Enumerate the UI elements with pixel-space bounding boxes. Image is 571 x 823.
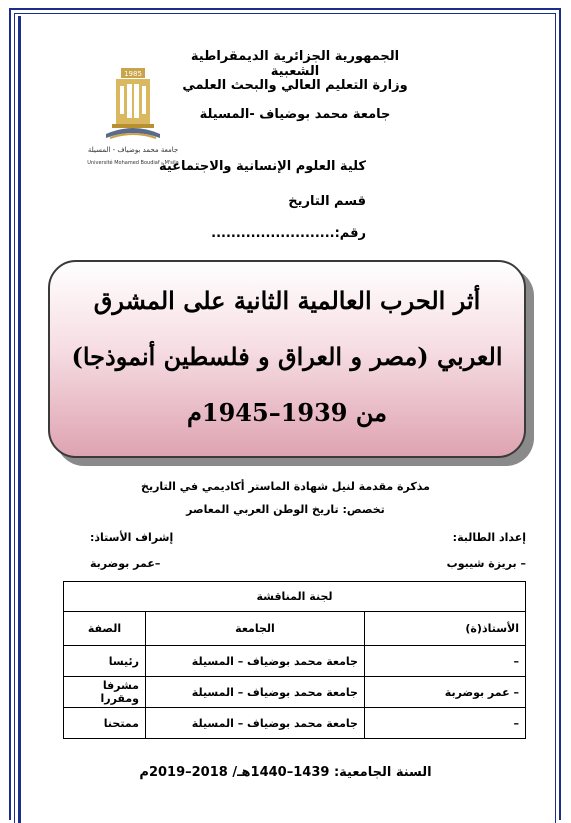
student-name: – بريزة شيبوب — [446, 557, 526, 570]
page-border-left — [18, 16, 21, 823]
row-role: رئيسا — [64, 646, 146, 677]
committee-table — [63, 581, 526, 739]
thesis-note: مذكرة مقدمة لنيل شهادة الماستر أكاديمي في التاريخ — [141, 480, 430, 493]
row-professor: – — [365, 646, 526, 677]
header-university: الجامعة — [146, 612, 365, 646]
table-row — [64, 646, 526, 677]
ministry-name: وزارة التعليم العالي والبحث العلمي — [182, 78, 408, 93]
university-logo — [87, 64, 179, 174]
faculty-name: كلية العلوم الإنسانية والاجتماعية — [158, 159, 366, 174]
table-row — [64, 708, 526, 739]
university-name: جامعة محمد بوضياف -المسيلة — [199, 107, 391, 122]
prepared-by-label: إعداد الطالبة: — [452, 531, 526, 544]
committee-title: لجنة المناقشة — [64, 582, 526, 612]
logo-name-fr: Université Mohamed Boudiaf - M'sila — [87, 160, 179, 166]
row-role: ممتحنا — [64, 708, 146, 739]
thesis-title-line-1: أثر الحرب العالمية الثانية على المشرق — [93, 286, 481, 315]
row-university: جامعة محمد بوضياف – المسيلة — [146, 677, 365, 708]
row-university: جامعة محمد بوضياف – المسيلة — [146, 708, 365, 739]
document-number: رقم:......................... — [211, 226, 366, 241]
row-professor: – — [365, 708, 526, 739]
republic-name: الجمهورية الجزائرية الديمقراطية الشعبية — [190, 49, 400, 79]
logo-year: 1985 — [124, 70, 142, 78]
header-role: الصفة — [64, 612, 146, 646]
row-professor: – عمر بوضربة — [365, 677, 526, 708]
specialty: تخصص: تاريخ الوطن العربي المعاصر — [186, 503, 385, 516]
logo-name-ar: جامعة محمد بوضياف - المسيلة — [87, 146, 179, 154]
row-role: مشرفا ومقررا — [64, 677, 146, 708]
department-name: قسم التاريخ — [288, 194, 366, 209]
header-professor: الأستاذ(ة) — [365, 612, 526, 646]
table-row — [64, 677, 526, 708]
supervisor-label: إشراف الأستاذ: — [90, 531, 174, 544]
supervisor-name: –عمر بوضربة — [90, 557, 161, 570]
thesis-title-box — [48, 260, 526, 458]
academic-year: السنة الجامعية: 1439–1440هـ/ 2018–2019م — [139, 765, 432, 780]
row-university: جامعة محمد بوضياف – المسيلة — [146, 646, 365, 677]
thesis-title-line-3: من 1939–1945م — [187, 398, 387, 427]
thesis-title-line-2: العربي (مصر و العراق و فلسطين أنموذجا) — [71, 342, 503, 371]
